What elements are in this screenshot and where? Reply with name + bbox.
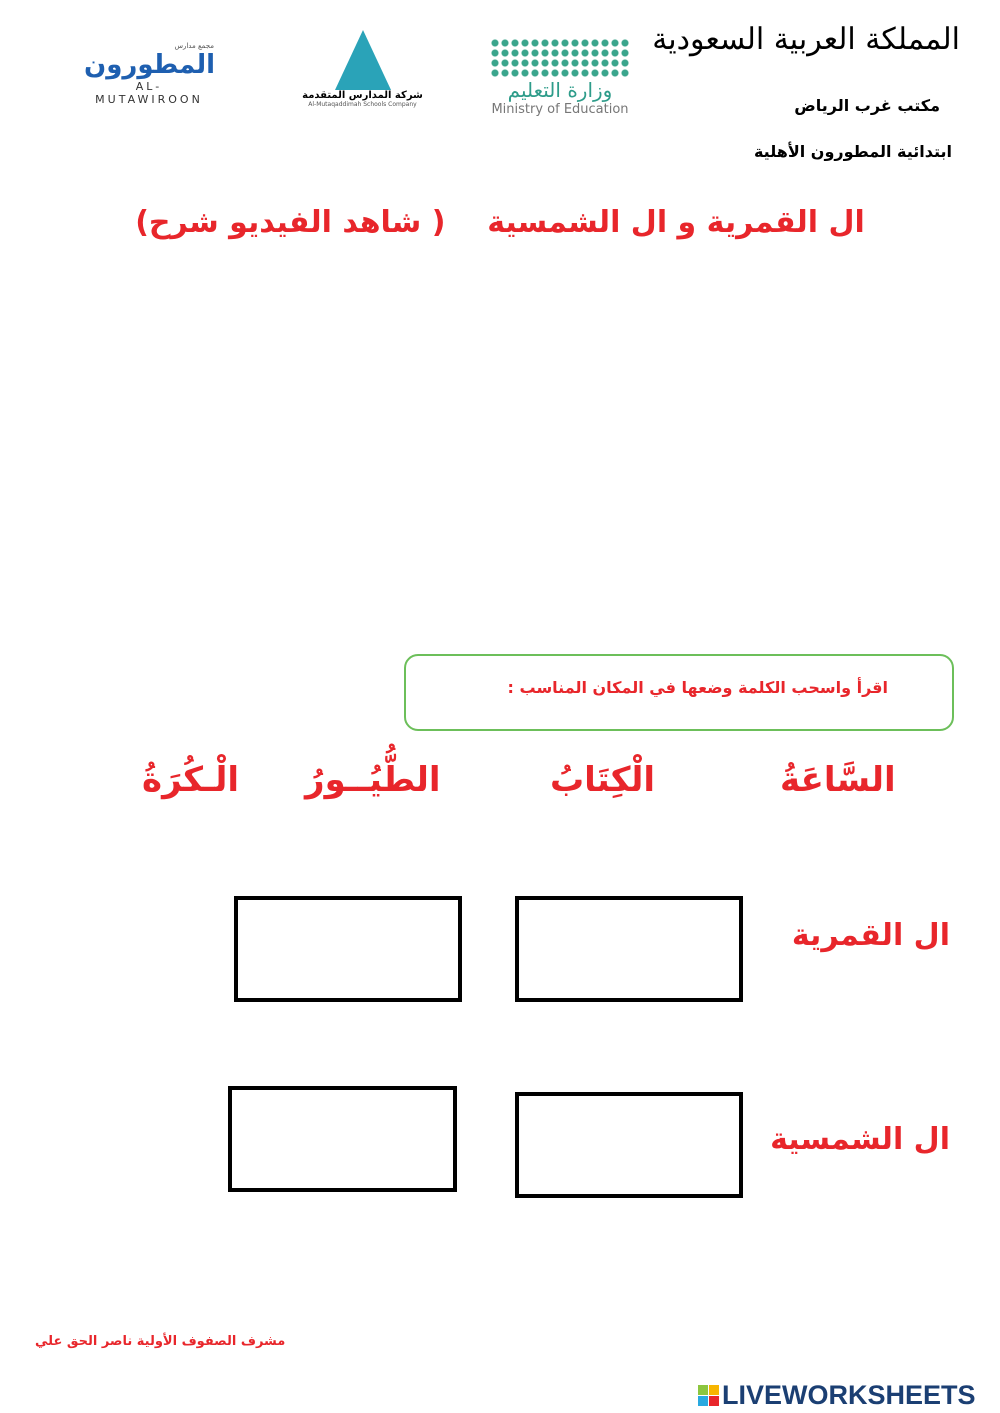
page-title: ال القمرية و ال الشمسية ( شاهد الفيديو شرح) <box>135 205 865 240</box>
school-name: ابتدائية المطورون الأهلية <box>753 142 952 161</box>
mutawiroon-logo: مجمع مدارس المطورون AL-MUTAWIROON <box>84 42 216 106</box>
drop-box-shamsiya-2[interactable] <box>228 1086 457 1192</box>
ministry-logo: وزارة التعليم Ministry of Education <box>490 38 630 117</box>
video-area[interactable] <box>150 270 850 630</box>
word-tuyur[interactable]: الطُّيُــورُ <box>305 760 441 800</box>
word-kitab[interactable]: الْكِتَابُ <box>550 760 656 800</box>
word-sa3a[interactable]: السَّاعَةُ <box>780 760 896 800</box>
drop-box-qamariya-1[interactable] <box>515 896 743 1002</box>
company-logo: شركة المدارس المتقدمة Al-Mutaqaddimah Schools Company <box>300 30 425 108</box>
category-qamariya: ال القمرية <box>791 918 950 953</box>
category-shamsiya: ال الشمسية <box>770 1122 950 1157</box>
supervisor-credit: مشرف الصفوف الأولية ناصر الحق علي <box>35 1334 286 1349</box>
office-name: مكتب غرب الرياض <box>794 96 940 115</box>
liveworksheets-brand: LIVEWORKSHEETS <box>698 1380 976 1411</box>
word-kura[interactable]: الْـكُرَةُ <box>142 760 240 800</box>
kingdom-calligraphy: المملكة العربية السعودية <box>652 22 960 57</box>
live-logo-icon <box>698 1385 719 1406</box>
instruction-text: اقرأ واسحب الكلمة وضعها في المكان المناسب : <box>507 678 888 697</box>
drop-box-qamariya-2[interactable] <box>234 896 462 1002</box>
drop-box-shamsiya-1[interactable] <box>515 1092 743 1198</box>
instruction-box <box>404 654 954 731</box>
